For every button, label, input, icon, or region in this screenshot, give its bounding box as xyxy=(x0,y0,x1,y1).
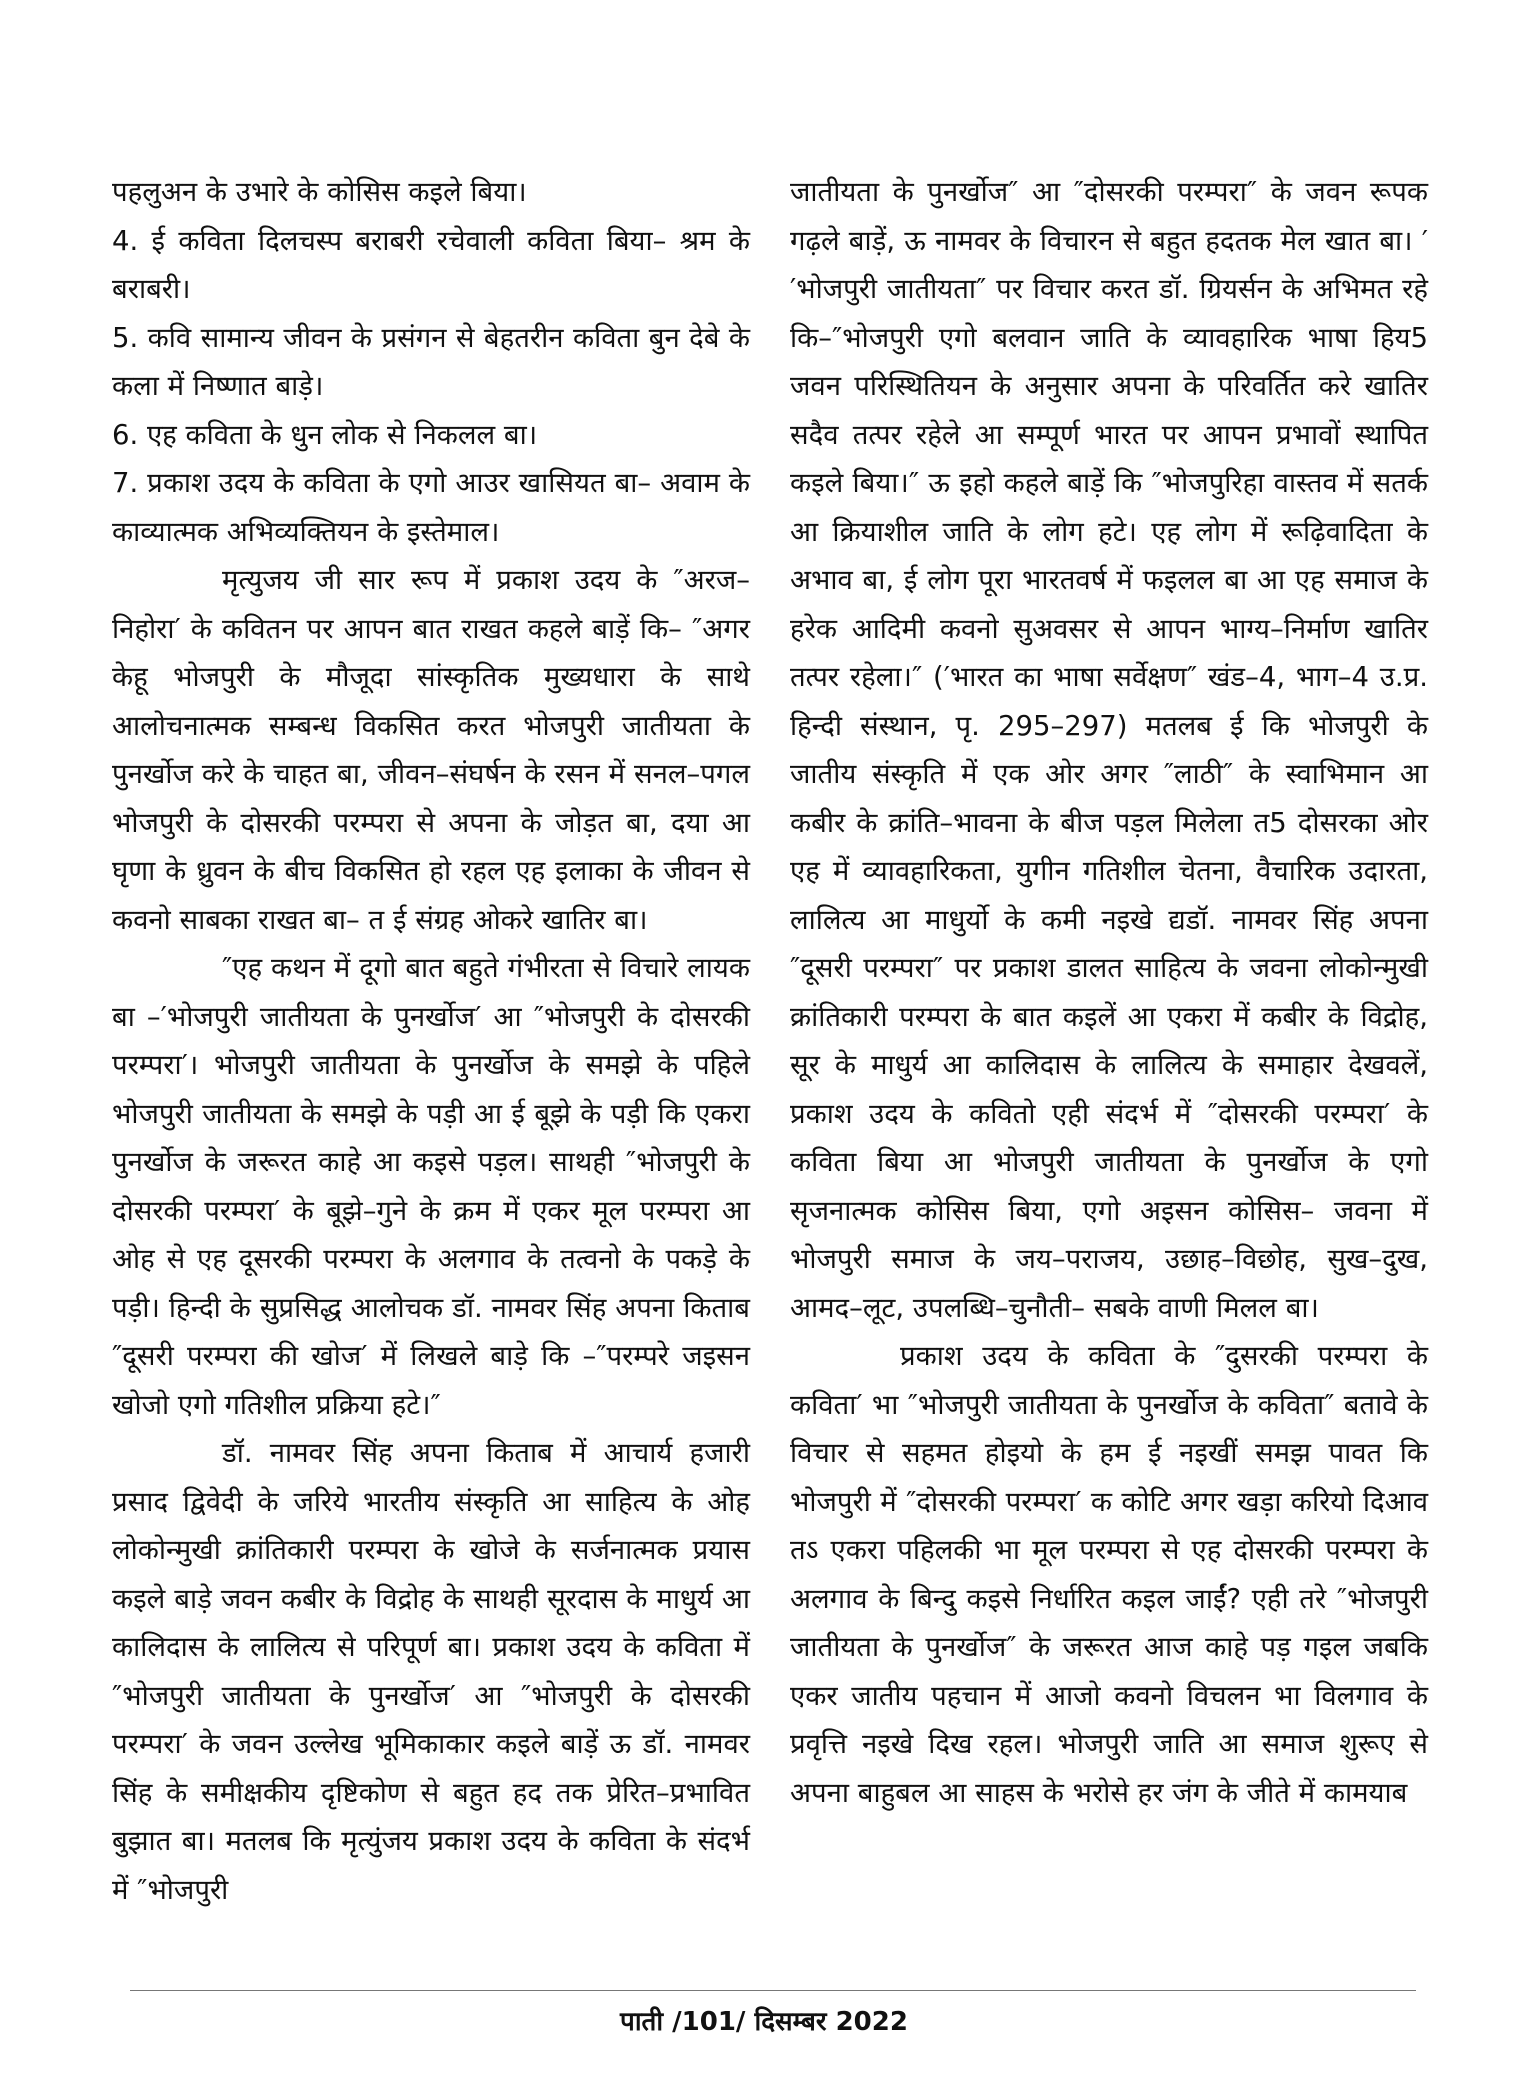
paragraph: डॉ. नामवर सिंह अपना किताब में आचार्य हजारी प्रसाद द्विवेदी के जरिये भारतीय संस्कृति आ साहित्य के ओह लोकोन्मुखी क्रांतिकारी परम्परा के खोजे के सर्जनात्मक प्रयास कइले बाड़े जवन कबीर के विद्रोह के साथही सूरदास के माधुर्य आ कालिदास के लालित्य से परिपूर्ण बा। प्रकाश उदय के कविता में ″भोजपुरी जातीयता के पुनर्खोज′ आ ″भोजपुरी के दोसरकी परम्परा′ के जवन उल्लेख भूमिकाकार कइले बाड़ें ऊ डॉ. नामवर सिंह के समीक्षकीय दृष्टिकोण से बहुत हद तक प्रेरित–प्रभावित बुझात बा। मतलब कि मृत्युंजय प्रकाश उदय के कविता के संदर्भ में ″भोजपुरी xyxy=(112,1437,750,1906)
list-item: 5. कवि सामान्य जीवन के प्रसंगन से बेहतरीन कविता बुन देबे के कला में निष्णात बाड़े। xyxy=(112,321,750,402)
list-item: 4. ई कविता दिलचस्प बराबरी रचेवाली कविता बिया– श्रम के बराबरी। xyxy=(112,224,750,305)
paragraph: प्रकाश उदय के कविता के ″दुसरकी परम्परा के कविता′ भा ″भोजपुरी जातीयता के पुनर्खोज के कविता″ बतावे के विचार से सहमत होइयो के हम ई नइखीं समझ पावत कि भोजपुरी में ″दोसरकी परम्परा′ क कोटि अगर खड़ा करियो दिआव तऽ एकरा पहिलकी भा मूल परम्परा से एह दोसरकी परम्परा के अलगाव के बिन्दु कइसे निर्धारित कइल जाईं? एही तरे ″भोजपुरी जातीयता के पुनर्खोज″ के जरूरत आज काहे पड़ गइल जबकि एकर जातीय पहचान में आजो कवनो विचलन भा विलगाव के प्रवृत्ति नइखे दिख रहल। भोजपुरी जाति आ समाज शुरूए से अपना बाहुबल आ साहस के भरोसे हर जंग के जीते में कामयाब xyxy=(790,1340,1428,1809)
paragraph: ″एह कथन में दूगो बात बहुते गंभीरता से विचारे लायक बा –′भोजपुरी जातीयता के पुनर्खोज′ आ ″भोजपुरी के दोसरकी परम्परा′। भोजपुरी जातीयता के पुनर्खोज के समझे के पहिले भोजपुरी जातीयता के समझे के पड़ी आ ई बूझे के पड़ी कि एकरा पुनर्खोज के जरूरत काहे आ कइसे पड़ल। साथही ″भोजपुरी के दोसरकी परम्परा′ के बूझे–गुने के क्रम में एकर मूल परम्परा आ ओह से एह दूसरकी परम्परा के अलगाव के तत्वनो के पकड़े के पड़ी। हिन्दी के सुप्रसिद्ध आलोचक डॉ. नामवर सिंह अपना किताब ″दूसरी परम्परा की खोज′ में लिखले बाड़े कि –″परम्परे जइसन खोजो एगो गतिशील प्रक्रिया हटे।″ xyxy=(112,952,750,1421)
paragraph: जातीयता के पुनर्खोज″ आ ″दोसरकी परम्परा″ के जवन रूपक गढ़ले बाड़ें, ऊ नामवर के विचारन से बहुत हदतक मेल खात बा। ′′भोजपुरी जातीयता″ पर विचार करत डॉ. ग्रियर्सन के अभिमत रहे कि–″भोजपुरी एगो बलवान जाति के व्यावहारिक भाषा हिय5 जवन परिस्थितियन के अनुसार अपना के परिवर्तित करे खातिर सदैव तत्पर रहेले आ सम्पूर्ण भारत पर आपन प्रभावों स्थापित कइले बिया।″ ऊ इहो कहले बाड़ें कि ″भोजपुरिहा वास्तव में सतर्क आ क्रियाशील जाति के लोग हटे। एह लोग में रूढ़िवादिता के अभाव बा, ई लोग पूरा भारतवर्ष में फइलल बा आ एह समाज के हरेक आदिमी कवनो सुअवसर से आपन भाग्य–निर्माण खातिर तत्पर रहेला।″ (′भारत का भाषा सर्वेक्षण″ खंड–4, भाग–4 उ.प्र. हिन्दी संस्थान, पृ. 295–297) मतलब ई कि भोजपुरी के जातीय संस्कृति में एक ओर अगर ″लाठी″ के स्वाभिमान आ कबीर के क्रांति–भावना के बीज पड़ल मिलेला त5 दोसरका ओर एह में व्यावहारिकता, युगीन गतिशील चेतना, वैचारिक उदारता, लालित्य आ माधुर्यो के कमी नइखे द्यडॉ. नामवर सिंह अपना ″दूसरी परम्परा″ पर प्रकाश डालत साहित्य के जवना लोकोन्मुखी क्रांतिकारी परम्परा के बात कइलें आ एकरा में कबीर के विद्रोह, सूर के माधुर्य आ कालिदास के लालित्य के समाहार देखवलें, प्रकाश उदय के कवितो एही संदर्भ में ″दोसरकी परम्परा′ के कविता बिया आ भोजपुरी जातीयता के पुनर्खोज के एगो सृजनात्मक कोसिस बिया, एगो अइसन कोसिस– जवना में भोजपुरी समाज के जय–पराजय, उछाह–विछोह, सुख–दुख, आमद–लूट, उपलब्धि–चुनौती– सबके वाणी मिलल बा। xyxy=(790,176,1428,1324)
list-item: 6. एह कविता के धुन लोक से निकलल बा। xyxy=(112,418,538,451)
paragraph: पहलुअन के उभारे के कोसिस कइले बिया। xyxy=(112,176,527,208)
list-item: 7. प्रकाश उदय के कविता के एगो आउर खासियत बा– अवाम के काव्यात्मक अभिव्यक्तियन के इस्तेमाल। xyxy=(112,467,750,548)
paragraph: मृत्युजय जी सार रूप में प्रकाश उदय के ″अरज–निहोरा′ के कवितन पर आपन बात राखत कहले बाड़ें कि– ″अगर केहू भोजपुरी के मौजूदा सांस्कृतिक मुख्यधारा के साथे आलोचनात्मक सम्बन्ध विकसित करत भोजपुरी जातीयता के पुनर्खोज करे के चाहत बा, जीवन–संघर्षन के रसन में सनल–पगल भोजपुरी के दोसरकी परम्परा से अपना के जोड़त बा, दया आ घृणा के ध्रुवन के बीच विकसित हो रहल एह इलाका के जीवन से कवनो साबका राखत बा– त ई संग्रह ओकरे खातिर बा। xyxy=(112,564,750,936)
footer-divider xyxy=(130,1990,1416,1991)
left-column xyxy=(112,168,750,1914)
right-column xyxy=(790,168,1428,1817)
page-footer: पाती /101/ दिसम्बर 2022 xyxy=(620,2007,908,2037)
